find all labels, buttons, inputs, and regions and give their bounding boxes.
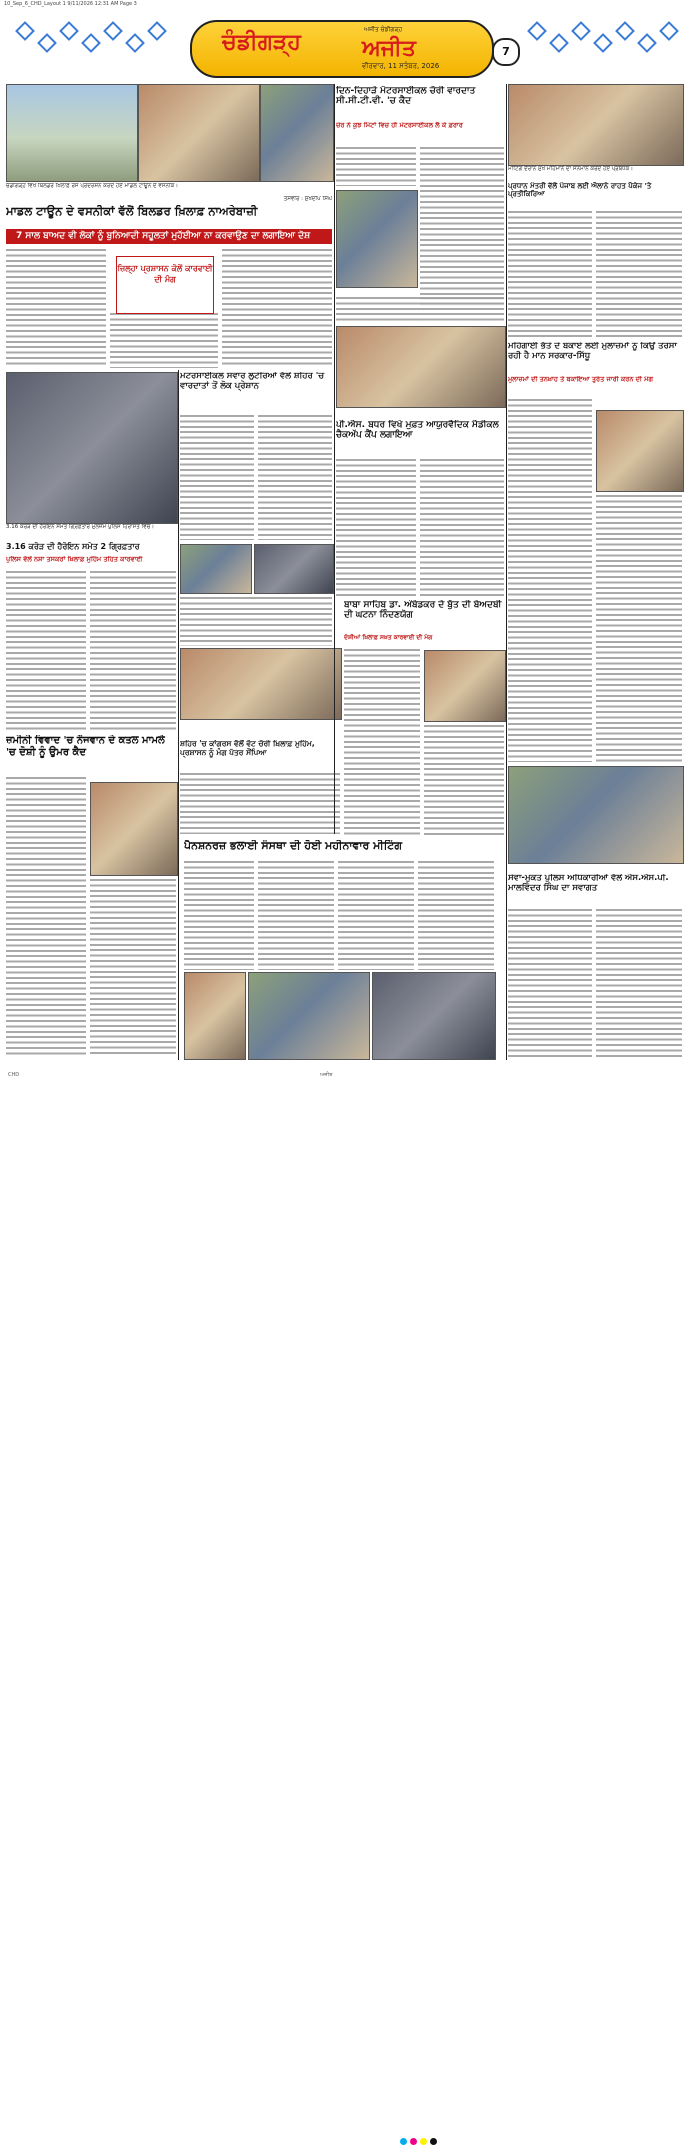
ambedkar-col-2 [424, 724, 504, 836]
land-dispute-col-1 [6, 776, 86, 1056]
police-col-1 [508, 908, 592, 1058]
motorcycle-col-3 [336, 296, 504, 322]
masthead-date: ਵੀਰਵਾਰ, 11 ਸਤੰਬਰ, 2026 [362, 62, 440, 70]
protest-photo-credit: ਤਸਵੀਰ : ਸੁਖਦੀਪ ਸਿੰਘ [283, 196, 332, 202]
medical-camp-col-2 [420, 458, 504, 598]
crime-col-1 [180, 414, 254, 540]
column-rule [334, 84, 335, 834]
medical-camp-headline: ਪੀ.ਐਸ. ਬਧਰ ਵਿਖੇ ਮੁਫ਼ਤ ਆਯੁਰਵੈਦਿਕ ਮੈਡੀਕਲ ਚੈਕਅੱਪ ਕੈਂਪ ਲਗਾਇਆ [336, 420, 499, 441]
model-town-col-2 [110, 312, 218, 368]
model-town-col-1 [6, 248, 106, 368]
protest-photo-3 [260, 84, 334, 182]
crime-headline: ਮੋਟਰਸਾਈਕਲ ਸਵਾਰ ਲੁਟੇਰਿਆਂ ਵੱਲੋਂ ਸ਼ਹਿਰ 'ਚ ਵਾਰਦਾਤਾਂ ਤੋਂ ਲੋਕ ਪ੍ਰੇਸ਼ਾਨ [180, 372, 325, 391]
protest-caption: ਚੰਡੀਗੜ੍ਹ ਵਿਖੇ ਬਿਲਡਰ ਖ਼ਿਲਾਫ਼ ਰੋਸ ਪ੍ਰਦਰਸ਼ਨ ਕਰਦੇ ਹੋਏ ਮਾਡਲ ਟਾਊਨ ਦੇ ਵਸਨੀਕ। [6, 183, 179, 189]
pension-col-4 [418, 860, 494, 970]
pension-photo-2 [248, 972, 370, 1060]
pension-col-3 [338, 860, 414, 970]
masthead [190, 20, 494, 78]
drug-bust-headline: 3.16 ਕਰੋੜ ਦੀ ਹੈਰੋਇਨ ਸਮੇਤ 2 ਗ੍ਰਿਫ਼ਤਾਰ [6, 542, 140, 551]
ambedkar-col-1 [344, 648, 420, 836]
dearness-allowance-headline: ਮਹਿੰਗਾਈ ਭੱਤੇ ਦੇ ਬਕਾਏ ਲਈ ਮੁਲਾਜ਼ਮਾਂ ਨੂੰ ਕਿਉਂ ਤਰਸਾ ਰਹੀ ਹੈ ਮਾਨ ਸਰਕਾਰ-ਸਿੱਧੂ [508, 342, 677, 361]
right-top-photo [508, 84, 684, 166]
ambedkar-headline: ਬਾਬਾ ਸਾਹਿਬ ਡਾ. ਅੰਬੇਡਕਰ ਦੇ ਬੁੱਤ ਦੀ ਬੇਅਦਬੀ ਦੀ ਘਟਨਾ ਨਿੰਦਣਯੋਗ [344, 600, 502, 621]
page-number: 7 [492, 38, 520, 66]
motorcycle-col-2 [420, 146, 504, 306]
right-top-col-1 [508, 210, 592, 340]
protest-photo-2 [138, 84, 260, 182]
registration-mark-cyan [400, 2138, 407, 2145]
masthead-paper-name: ਅਜੀਤ [362, 36, 416, 61]
motorcycle-headline: ਦਿਨ-ਦਿਹਾੜੇ ਮੋਟਰਸਾਈਕਲ ਚੋਰੀ ਵਾਰਦਾਤ ਸੀ.ਸੀ.ਟੀ.ਵੀ. 'ਚ ਕੈਦ [336, 86, 476, 107]
registration-mark-black [430, 2138, 437, 2145]
dearness-allowance-col-1 [508, 398, 592, 762]
model-town-headline: ਮਾਡਲ ਟਾਊਨ ਦੇ ਵਸਨੀਕਾਂ ਵੱਲੋਂ ਬਿਲਡਰ ਖ਼ਿਲਾਫ਼ ਨਾਅਰੇਬਾਜ਼ੀ [6, 205, 258, 218]
crime-col-2 [258, 414, 332, 540]
dearness-allowance-col-2 [596, 494, 682, 762]
police-col-2 [596, 908, 682, 1058]
pension-photo-3 [372, 972, 496, 1060]
column-rule [178, 370, 179, 1060]
model-town-col-3 [222, 248, 332, 368]
drug-bust-subhead: ਪੁਲਿਸ ਵੱਲੋਂ ਨਸ਼ਾ ਤਸਕਰਾਂ ਖ਼ਿਲਾਫ਼ ਮੁਹਿੰਮ ਤਹਿਤ ਕਾਰਵਾਈ [6, 556, 143, 563]
dearness-allowance-subhead: ਮੁਲਾਜ਼ਮਾਂ ਦੀ ਤਨਖ਼ਾਹ ਤੇ ਬਕਾਇਆ ਤੁਰੰਤ ਜਾਰੀ ਕਰਨ ਦੀ ਮੰਗ [508, 376, 653, 383]
drug-bust-photo [6, 372, 178, 524]
police-officers-photo [508, 766, 684, 864]
footer-left: CHD [8, 1072, 20, 1078]
ambedkar-subhead: ਦੋਸ਼ੀਆਂ ਖ਼ਿਲਾਫ਼ ਸਖ਼ਤ ਕਾਰਵਾਈ ਦੀ ਮੰਗ [344, 634, 433, 641]
congress-group-photo [180, 648, 342, 720]
model-town-red-bar: 7 ਸਾਲ ਬਾਅਦ ਵੀ ਲੋਕਾਂ ਨੂੰ ਬੁਨਿਆਦੀ ਸਹੂਲਤਾਂ ਮੁਹੱਈਆ ਨਾ ਕਰਵਾਉਣ ਦਾ ਲਗਾਇਆ ਦੋਸ਼ [6, 229, 332, 244]
print-slug: 10_Sep_6_CHD_Layout 1 9/11/2026 12:31 AM Page 3 [4, 1, 137, 7]
sidhu-portrait [596, 410, 684, 492]
officer-portrait [90, 782, 178, 876]
right-top-col-2 [596, 210, 682, 340]
medical-camp-photo [336, 326, 506, 408]
land-dispute-col-2 [90, 878, 176, 1056]
masthead-city: ਚੰਡੀਗੜ੍ਹ [222, 30, 301, 55]
cctv-photo [336, 190, 418, 288]
right-top-caption: ਮੀਟਿੰਗ ਦੌਰਾਨ ਮੁੱਖ ਮਹਿਮਾਨ ਦਾ ਸਨਮਾਨ ਕਰਦੇ ਹੋਏ ਪ੍ਰਬੰਧਕ। [508, 166, 634, 172]
crime-col-3 [180, 596, 332, 646]
speaker-portrait [424, 650, 506, 722]
police-welcome-headline: ਸੇਵਾ-ਮੁਕਤ ਪੁਲਿਸ ਅਧਿਕਾਰੀਆਂ ਵੱਲੋਂ ਐਸ.ਐਸ.ਪੀ. ਮਾਲਵਿੰਦਰ ਸਿੰਘ ਦਾ ਸਵਾਗਤ [508, 874, 669, 893]
drug-bust-col-1 [6, 570, 86, 730]
column-rule [506, 84, 507, 1060]
pension-photo-1 [184, 972, 246, 1060]
crime-photo-2 [254, 544, 334, 594]
drug-bust-caption: 3.16 ਕਰੋੜ ਦੀ ਹੈਰੋਇਨ ਸਮੇਤ ਗ੍ਰਿਫ਼ਤਾਰ ਮੁਲਜ਼ਮ ਪੁਲਿਸ ਹਿਰਾਸਤ ਵਿਚ। [6, 524, 155, 530]
protest-photo-1 [6, 84, 138, 182]
congress-col [180, 772, 340, 834]
model-town-callout: ਜ਼ਿਲ੍ਹਾ ਪ੍ਰਸ਼ਾਸਨ ਕੋਲੋਂ ਕਾਰਵਾਈ ਦੀ ਮੰਗ [116, 256, 214, 314]
land-dispute-headline: ਜ਼ਮੀਨੀ ਵਿਵਾਦ 'ਚ ਨੌਜਵਾਨ ਦੇ ਕਤਲ ਮਾਮਲੇ 'ਚ ਦੋਸ਼ੀ ਨੂੰ ਉਮਰ ਕੈਦ [6, 735, 165, 758]
registration-mark-yellow [420, 2138, 427, 2145]
page-footer [0, 1066, 687, 1085]
motorcycle-col-1 [336, 146, 416, 186]
footer-center: ਅਜੀਤ [320, 1072, 333, 1078]
medical-camp-col-1 [336, 458, 416, 598]
pension-col-1 [184, 860, 254, 970]
congress-headline: ਸ਼ਹਿਰ 'ਚ ਕਾਂਗਰਸ ਵੱਲੋਂ ਵੋਟ ਚੋਰੀ ਖ਼ਿਲਾਫ਼ ਮੁਹਿੰਮ, ਪ੍ਰਸ਼ਾਸਨ ਨੂੰ ਮੰਗ ਪੱਤਰ ਸੌਂਪਿਆ [180, 740, 315, 757]
motorcycle-subhead: ਚੋਰ ਨੇ ਕੁਝ ਮਿੰਟਾਂ ਵਿਚ ਹੀ ਮੋਟਰਸਾਈਕਲ ਲੈ ਕੇ ਫ਼ਰਾਰ [336, 122, 463, 129]
pension-col-2 [258, 860, 334, 970]
masthead-tag: ਅਜੀਤ ਚੰਡੀਗੜ੍ਹ [364, 26, 403, 33]
pension-headline: ਪੈਨਸ਼ਨਰਜ਼ ਭਲਾਈ ਸੰਸਥਾ ਦੀ ਹੋਈ ਮਹੀਨਾਵਾਰ ਮੀਟਿੰਗ [184, 840, 402, 852]
registration-mark-magenta [410, 2138, 417, 2145]
crime-photo-1 [180, 544, 252, 594]
drug-bust-col-2 [90, 570, 176, 730]
right-top-headline: ਪ੍ਰਧਾਨ ਮੰਤਰੀ ਵੱਲੋਂ ਪੰਜਾਬ ਲਈ ਐਲਾਨੇ ਰਾਹਤ ਪੈਕੇਜ 'ਤੇ ਪ੍ਰਤੀਕਿਰਿਆ [508, 182, 652, 199]
